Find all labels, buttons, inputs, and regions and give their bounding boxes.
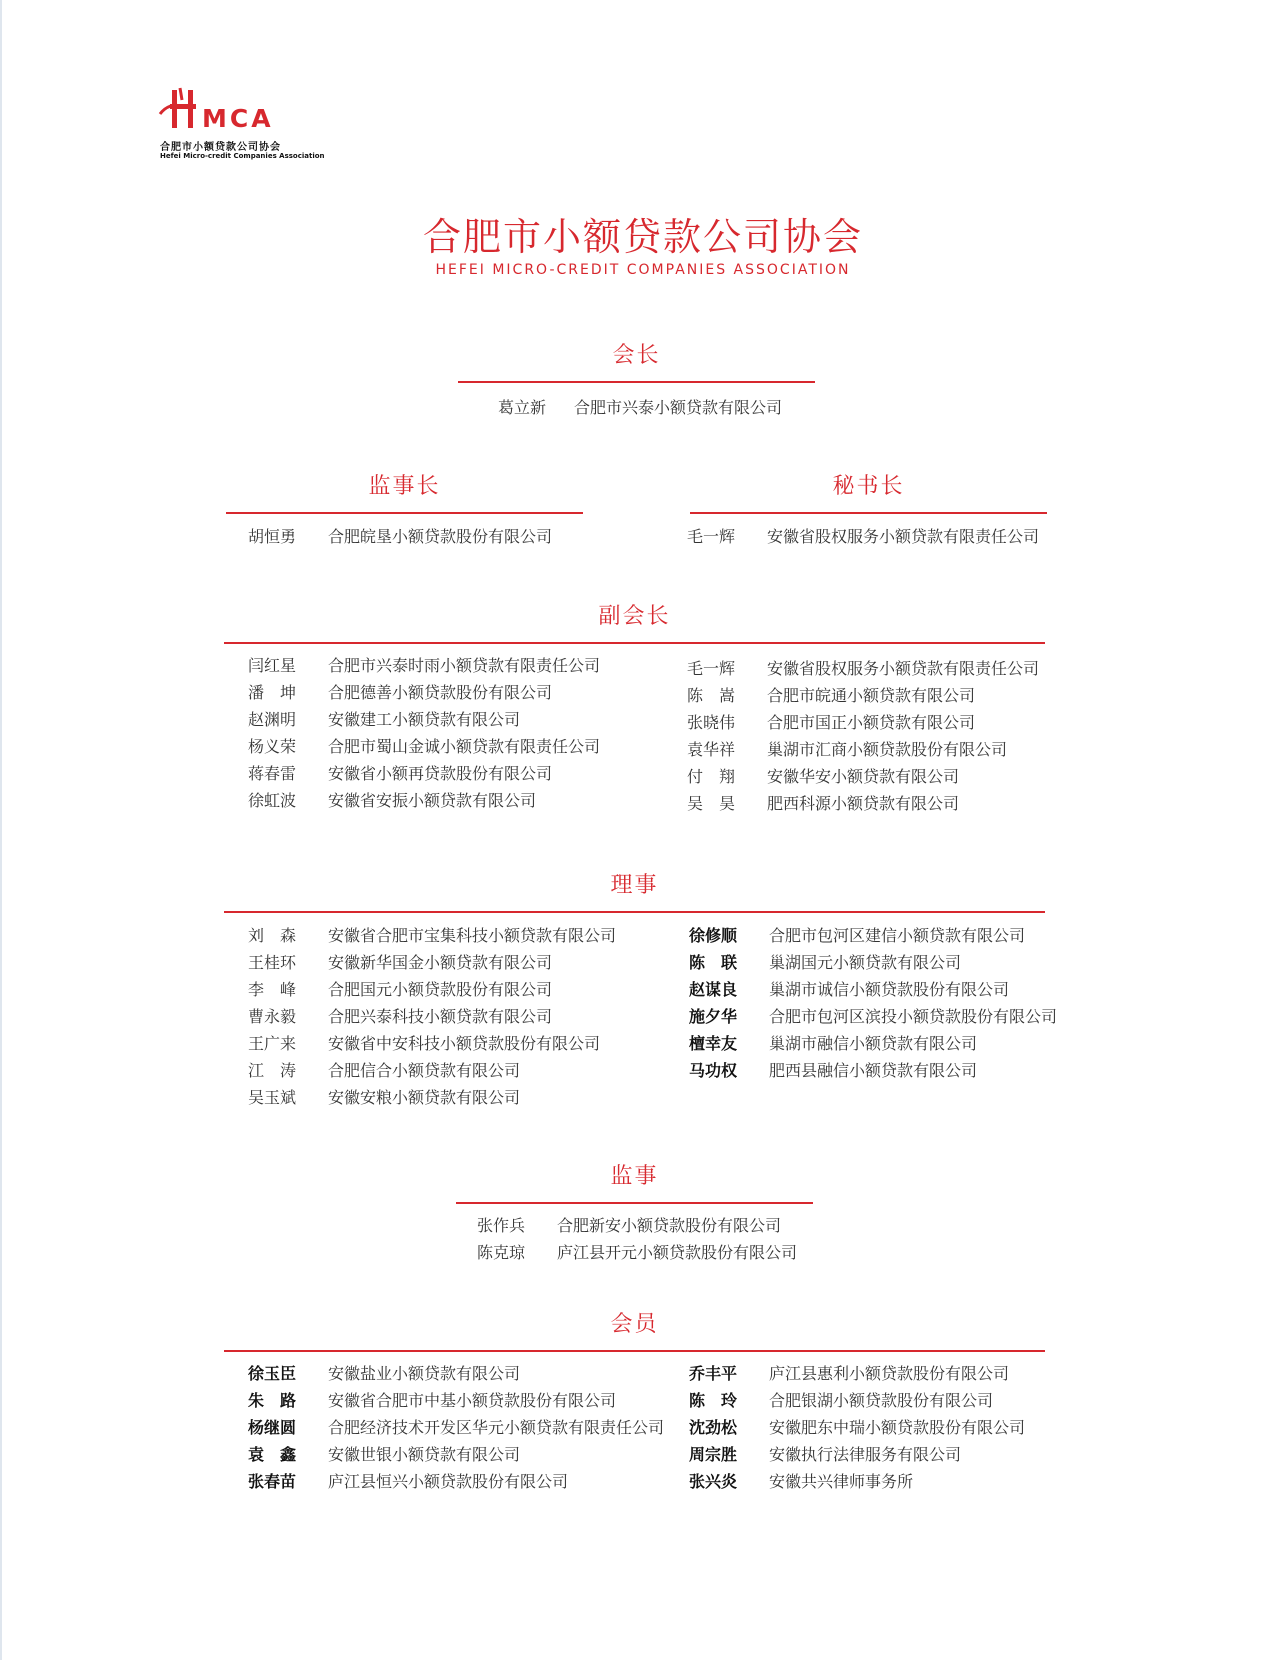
section-supervisors-heading — [456, 1162, 813, 1204]
list-item — [477, 1239, 837, 1266]
list-item — [687, 790, 1087, 817]
list-item — [689, 976, 1109, 1003]
list-item — [689, 1441, 1109, 1468]
member-name: 施夕华 — [689, 1007, 738, 1026]
member-company: 合肥市国正小额贷款有限公司 — [767, 713, 976, 732]
member-company: 合肥市蜀山金诚小额贷款有限责任公司 — [328, 737, 601, 756]
members-left-list — [248, 1360, 688, 1495]
section-president-heading — [458, 341, 815, 383]
member-company: 安徽省合肥市中基小额贷款股份有限公司 — [328, 1391, 617, 1410]
list-item — [248, 733, 648, 760]
vice-presidents-right-list — [687, 655, 1087, 817]
list-item — [689, 1468, 1109, 1495]
list-item — [689, 1057, 1109, 1084]
member-company: 安徽盐业小额贷款有限公司 — [328, 1364, 521, 1383]
list-item — [689, 1414, 1109, 1441]
member-name: 毛一辉 — [687, 659, 736, 678]
member-name: 曹永毅 — [248, 1007, 297, 1026]
section-title: 会员 — [610, 1312, 659, 1337]
section-title: 监事长 — [368, 474, 441, 499]
member-name: 张兴炎 — [689, 1472, 738, 1491]
list-item — [689, 1003, 1109, 1030]
member-company: 安徽共兴律师事务所 — [769, 1472, 914, 1491]
page-subtitle: HEFEI MICRO-CREDIT COMPANIES ASSOCIATION — [435, 262, 851, 278]
member-company: 安徽省股权服务小额贷款有限责任公司 — [767, 527, 1040, 546]
member-name: 袁华祥 — [687, 740, 736, 759]
member-name: 付 翔 — [687, 767, 736, 786]
member-name: 张作兵 — [477, 1216, 526, 1235]
section-vice-presidents-heading — [224, 602, 1045, 644]
list-item — [248, 1003, 668, 1030]
hmca-logo — [158, 86, 325, 166]
member-company: 肥西县融信小额贷款有限公司 — [769, 1061, 978, 1080]
member-name: 徐虹波 — [248, 791, 297, 810]
member-company: 庐江县开元小额贷款股份有限公司 — [557, 1243, 798, 1262]
member-company: 安徽省股权服务小额贷款有限责任公司 — [767, 659, 1040, 678]
list-item — [248, 1441, 688, 1468]
member-name: 袁 鑫 — [248, 1445, 297, 1464]
list-item — [248, 679, 648, 706]
list-item — [248, 1360, 688, 1387]
member-name: 王桂环 — [248, 953, 297, 972]
list-item — [248, 523, 588, 550]
member-name: 马功权 — [689, 1061, 738, 1080]
member-company: 巢湖市汇商小额贷款股份有限公司 — [767, 740, 1008, 759]
member-company: 安徽新华国金小额贷款有限公司 — [328, 953, 553, 972]
list-item — [687, 655, 1087, 682]
logo-english-name: Hefei Micro-credit Companies Association — [160, 152, 325, 160]
member-name: 陈 嵩 — [687, 686, 736, 705]
list-item — [248, 787, 648, 814]
member-name: 潘 坤 — [248, 683, 297, 702]
list-item — [248, 1387, 688, 1414]
page-title: 合肥市小额贷款公司协会 — [422, 215, 863, 259]
section-title: 副会长 — [598, 604, 671, 629]
list-item — [248, 976, 668, 1003]
member-name: 吴 昊 — [687, 794, 736, 813]
directors-left-list — [248, 922, 668, 1111]
list-item — [477, 1212, 837, 1239]
member-company: 庐江县恒兴小额贷款股份有限公司 — [328, 1472, 569, 1491]
list-item — [689, 1360, 1109, 1387]
list-item — [248, 1030, 668, 1057]
secretary-general-list — [687, 523, 1087, 550]
section-members-heading — [224, 1310, 1045, 1352]
logo-letters: MCA — [202, 104, 274, 133]
member-name: 杨义荣 — [248, 737, 297, 756]
member-company: 合肥兴泰科技小额贷款有限公司 — [328, 1007, 553, 1026]
list-item — [248, 922, 668, 949]
member-name: 陈 联 — [689, 953, 738, 972]
member-company: 巢湖国元小额贷款有限公司 — [769, 953, 962, 972]
list-item — [687, 523, 1087, 550]
member-company: 巢湖市融信小额贷款有限公司 — [769, 1034, 978, 1053]
member-name: 朱 路 — [248, 1391, 297, 1410]
list-item — [248, 706, 648, 733]
member-name: 徐玉臣 — [248, 1364, 297, 1383]
member-company: 合肥信合小额贷款有限公司 — [328, 1061, 521, 1080]
member-company: 合肥经济技术开发区华元小额贷款有限责任公司 — [328, 1418, 665, 1437]
member-company: 合肥市包河区建信小额贷款有限公司 — [769, 926, 1026, 945]
list-item — [248, 1057, 668, 1084]
list-item — [689, 922, 1109, 949]
member-name: 江 涛 — [248, 1061, 297, 1080]
section-title: 理事 — [610, 873, 659, 898]
chief-supervisor-list — [248, 523, 588, 550]
vice-presidents-left-list — [248, 652, 648, 814]
member-name: 杨继圆 — [248, 1418, 297, 1437]
member-company: 合肥市皖通小额贷款有限公司 — [767, 686, 976, 705]
president-list — [498, 394, 818, 421]
member-name: 蒋春雷 — [248, 764, 297, 783]
section-secretary-general-heading — [690, 472, 1047, 514]
member-name: 刘 森 — [248, 926, 297, 945]
list-item — [687, 763, 1087, 790]
list-item — [689, 1030, 1109, 1057]
member-name: 李 峰 — [248, 980, 297, 999]
member-company: 合肥市兴泰小额贷款有限公司 — [574, 398, 783, 417]
section-title: 监事 — [610, 1164, 659, 1189]
section-title: 会长 — [612, 343, 661, 368]
section-directors-heading — [224, 871, 1045, 913]
list-item — [498, 394, 818, 421]
list-item — [248, 760, 648, 787]
member-company: 安徽安粮小额贷款有限公司 — [328, 1088, 521, 1107]
member-name: 徐修顺 — [689, 926, 738, 945]
member-company: 合肥银湖小额贷款股份有限公司 — [769, 1391, 994, 1410]
member-name: 胡恒勇 — [248, 527, 297, 546]
member-company: 安徽省合肥市宝集科技小额贷款有限公司 — [328, 926, 617, 945]
list-item — [248, 949, 668, 976]
member-company: 合肥市包河区滨投小额贷款股份有限公司 — [769, 1007, 1058, 1026]
member-company: 合肥德善小额贷款股份有限公司 — [328, 683, 553, 702]
list-item — [248, 652, 648, 679]
member-company: 安徽执行法律服务有限公司 — [769, 1445, 962, 1464]
member-name: 檀幸友 — [689, 1034, 738, 1053]
section-title: 秘书长 — [832, 474, 905, 499]
member-name: 吴玉斌 — [248, 1088, 297, 1107]
list-item — [687, 682, 1087, 709]
member-name: 赵渊明 — [248, 710, 297, 729]
list-item — [687, 709, 1087, 736]
supervisors-list — [477, 1212, 837, 1266]
list-item — [248, 1468, 688, 1495]
member-name: 沈劲松 — [689, 1418, 738, 1437]
member-company: 安徽省安振小额贷款有限公司 — [328, 791, 537, 810]
member-name: 王广来 — [248, 1034, 297, 1053]
logo-chinese-name: 合肥市小额贷款公司协会 — [160, 142, 281, 153]
member-name: 周宗胜 — [689, 1445, 738, 1464]
member-name: 乔丰平 — [689, 1364, 738, 1383]
member-company: 安徽华安小额贷款有限公司 — [767, 767, 960, 786]
list-item — [687, 736, 1087, 763]
member-name: 陈 玲 — [689, 1391, 738, 1410]
hmca-logo-mark-icon — [158, 86, 208, 136]
directors-right-list — [689, 922, 1109, 1084]
list-item — [689, 1387, 1109, 1414]
member-company: 合肥市兴泰时雨小额贷款有限责任公司 — [328, 656, 601, 675]
list-item — [248, 1084, 668, 1111]
member-company: 合肥新安小额贷款股份有限公司 — [557, 1216, 782, 1235]
member-company: 肥西科源小额贷款有限公司 — [767, 794, 960, 813]
member-company: 巢湖市诚信小额贷款股份有限公司 — [769, 980, 1010, 999]
member-company: 合肥国元小额贷款股份有限公司 — [328, 980, 553, 999]
member-company: 安徽省中安科技小额贷款股份有限公司 — [328, 1034, 601, 1053]
member-name: 毛一辉 — [687, 527, 736, 546]
member-name: 张晓伟 — [687, 713, 736, 732]
list-item — [689, 949, 1109, 976]
member-company: 庐江县惠利小额贷款股份有限公司 — [769, 1364, 1010, 1383]
member-company: 安徽肥东中瑞小额贷款股份有限公司 — [769, 1418, 1026, 1437]
member-name: 张春苗 — [248, 1472, 297, 1491]
member-company: 安徽省小额再贷款股份有限公司 — [328, 764, 553, 783]
list-item — [248, 1414, 688, 1441]
member-name: 陈克琼 — [477, 1243, 526, 1262]
section-chief-supervisor-heading — [226, 472, 583, 514]
member-company: 合肥皖垦小额贷款股份有限公司 — [328, 527, 553, 546]
member-name: 闫红星 — [248, 656, 297, 675]
member-name: 葛立新 — [498, 398, 547, 417]
member-company: 安徽世银小额贷款有限公司 — [328, 1445, 521, 1464]
members-right-list — [689, 1360, 1109, 1495]
member-name: 赵谋良 — [689, 980, 738, 999]
member-company: 安徽建工小额贷款有限公司 — [328, 710, 521, 729]
